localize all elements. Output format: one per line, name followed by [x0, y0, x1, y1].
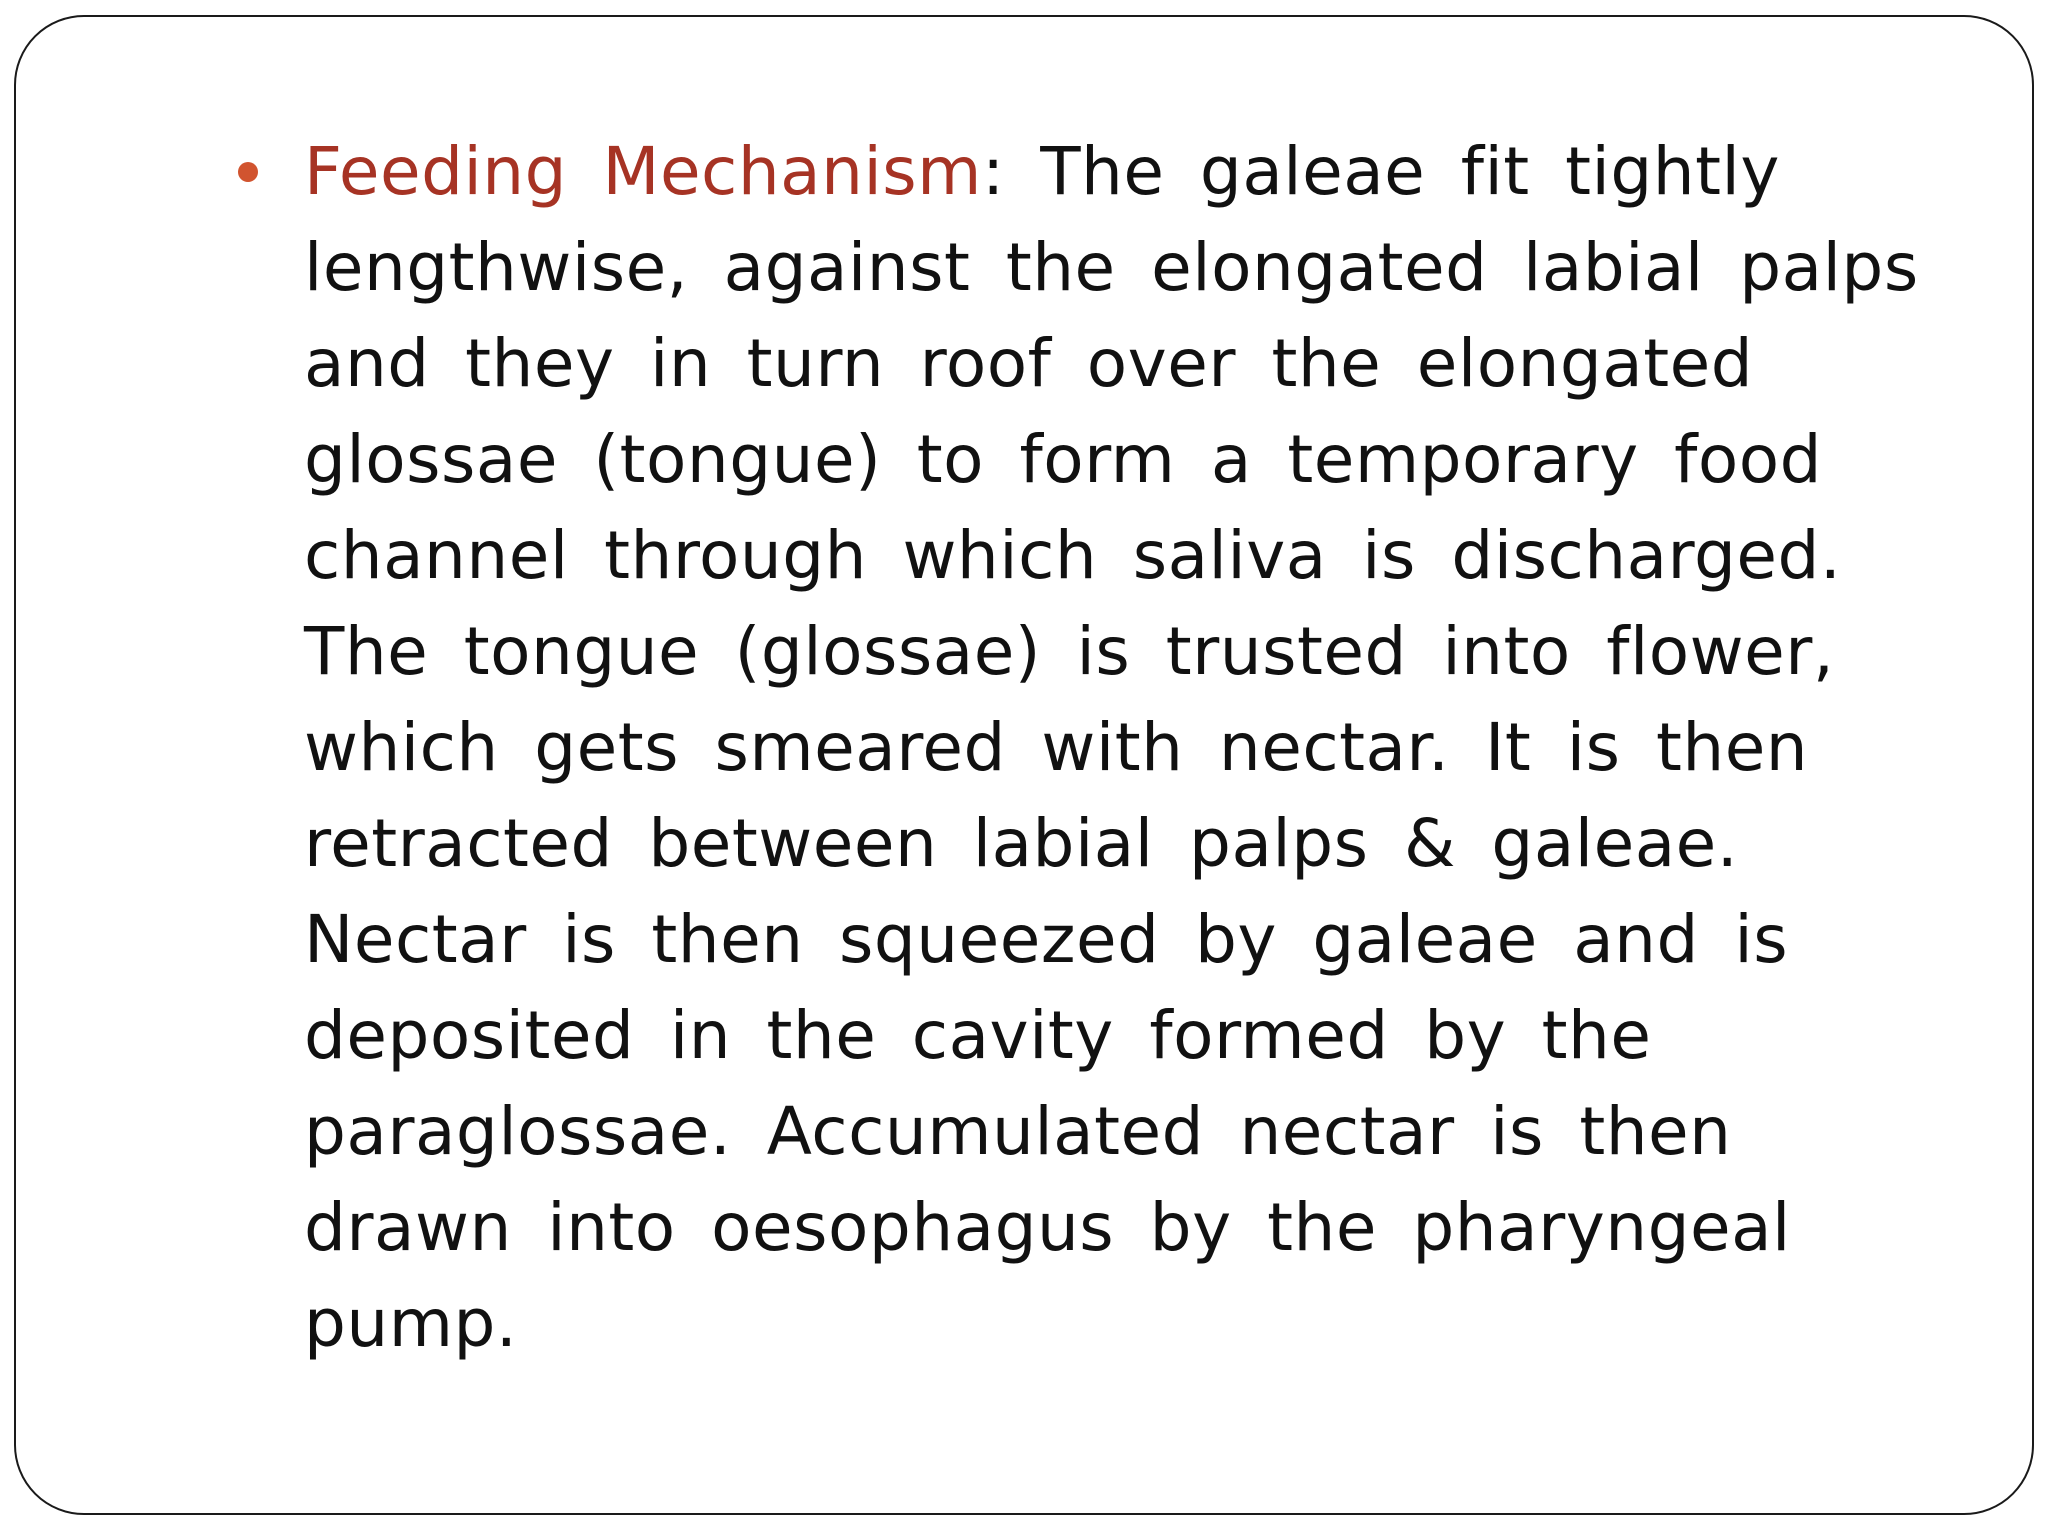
bullet-body-text: The galeae fit tightly lengthwise, against the elongated labial palps and they in turn roof over the elongated glossae (tongue) to form a temporary food channel through which saliva is discharged. The tongue (glossae) is trusted into flower, which gets smeared with nectar. It is then retracted between labial palps & galeae. Nectar is then squeezed by galeae and is deposited in the cavity formed by the paraglossae. Accumulated nectar is then drawn into oesophagus by the pharyngeal pump. [304, 133, 1919, 1362]
term-separator: : [981, 133, 1041, 210]
slide-content [238, 124, 1958, 1372]
bullet-dot-icon [238, 162, 258, 182]
bullet-item [238, 124, 1958, 1372]
slide-frame [14, 15, 2034, 1515]
bullet-term: Feeding Mechanism [304, 133, 982, 210]
